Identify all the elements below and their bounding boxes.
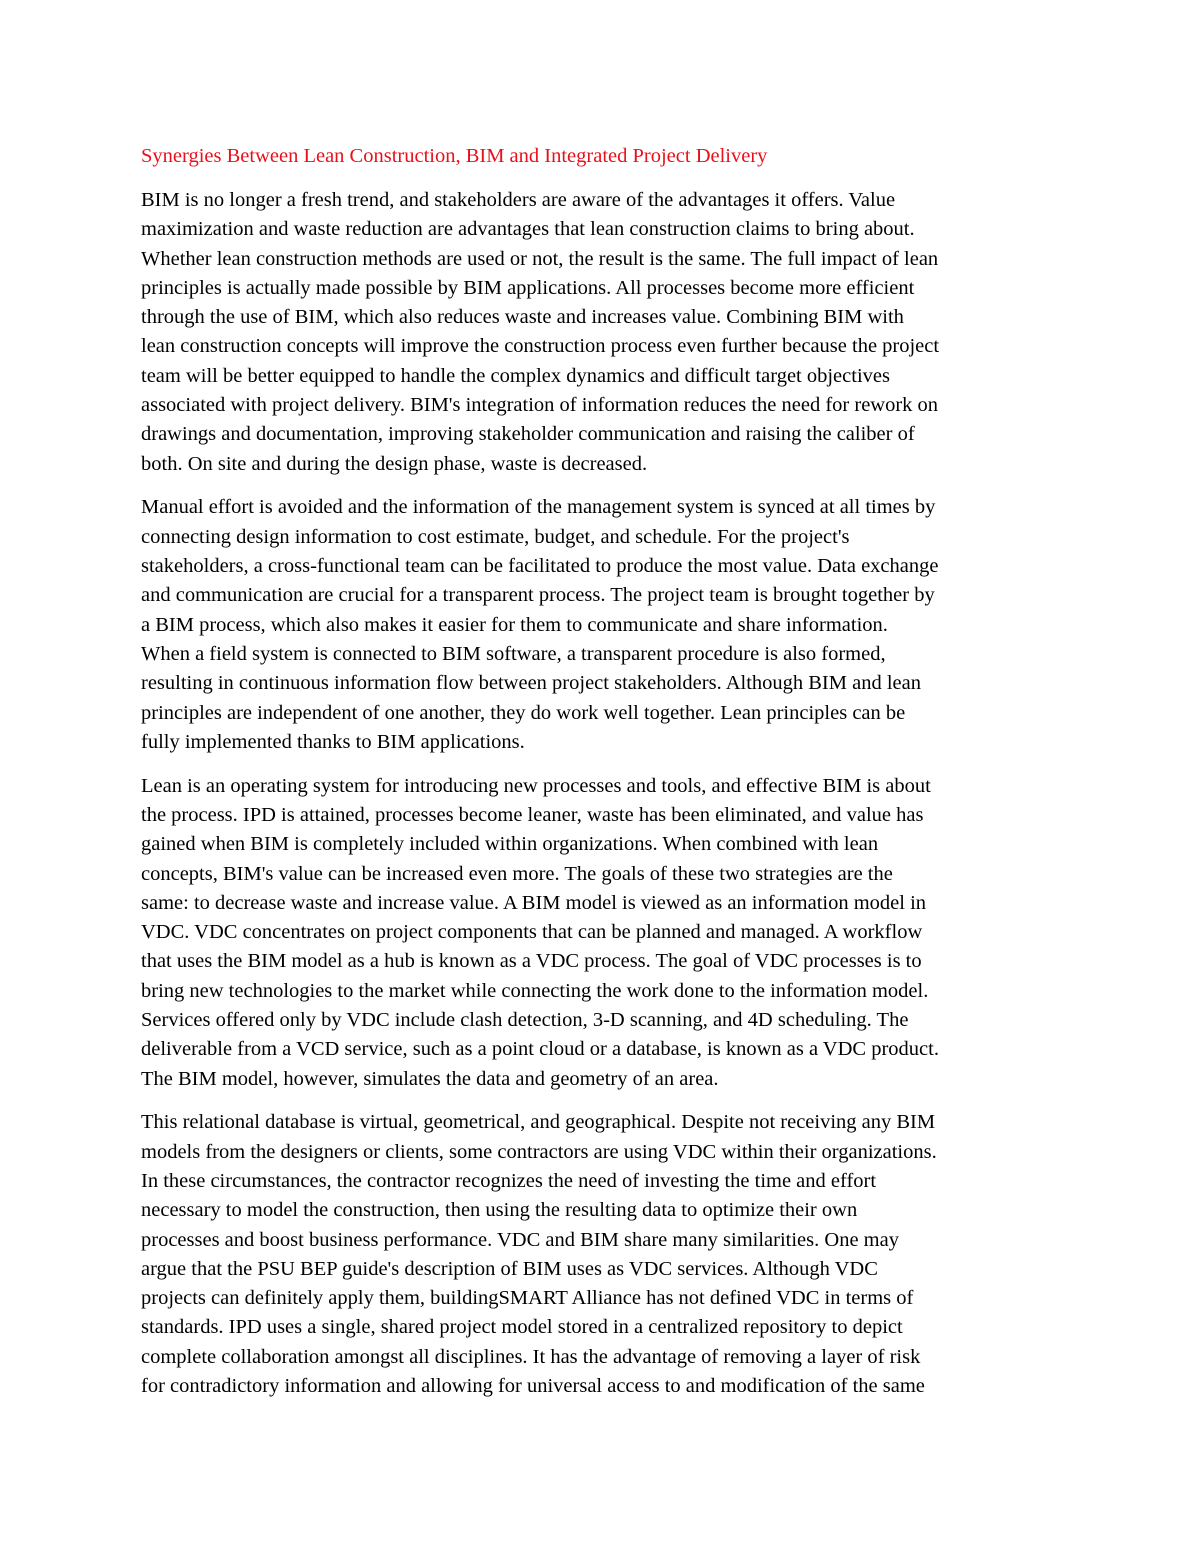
paragraph-line: maximization and waste reduction are advantages that lean construction claims to bring about. bbox=[141, 218, 915, 241]
paragraph-line: Lean is an operating system for introducing new processes and tools, and effective BIM is about bbox=[141, 774, 931, 797]
paragraph-line: team will be better equipped to handle the complex dynamics and difficult target objectives bbox=[141, 364, 890, 387]
paragraph-line: connecting design information to cost estimate, budget, and schedule. For the project's bbox=[141, 525, 850, 548]
paragraph-line: deliverable from a VCD service, such as a point cloud or a database, is known as a VDC product. bbox=[141, 1038, 939, 1061]
paragraph-line: stakeholders, a cross-functional team can be facilitated to produce the most value. Data exchange bbox=[141, 555, 939, 578]
body-paragraph bbox=[141, 493, 1066, 757]
paragraph-line: through the use of BIM, which also reduces waste and increases value. Combining BIM with bbox=[141, 306, 904, 329]
paragraph-line: principles are independent of one another, they do work well together. Lean principles can be bbox=[141, 701, 906, 724]
body-paragraph bbox=[141, 772, 1066, 1094]
paragraph-line: models from the designers or clients, some contractors are using VDC within their organizations. bbox=[141, 1140, 937, 1163]
paragraph-line: for contradictory information and allowing for universal access to and modification of the same bbox=[141, 1375, 925, 1398]
paragraph-line: VDC. VDC concentrates on project components that can be planned and managed. A workflow bbox=[141, 921, 923, 944]
paragraph-line: This relational database is virtual, geometrical, and geographical. Despite not receiving any BIM bbox=[141, 1111, 936, 1134]
paragraph-line: argue that the PSU BEP guide's description of BIM uses as VDC services. Although VDC bbox=[141, 1257, 878, 1280]
paragraph-line: Whether lean construction methods are used or not, the result is the same. The full impact of lean bbox=[141, 247, 939, 270]
paragraph-line: Manual effort is avoided and the information of the management system is synced at all times by bbox=[141, 496, 936, 519]
paragraph-line: bring new technologies to the market while connecting the work done to the information model. bbox=[141, 979, 929, 1002]
paragraph-line: projects can definitely apply them, buildingSMART Alliance has not defined VDC in terms of bbox=[141, 1287, 914, 1310]
paragraph-line: The BIM model, however, simulates the data and geometry of an area. bbox=[141, 1067, 719, 1090]
paragraph-line: BIM is no longer a fresh trend, and stakeholders are aware of the advantages it offers. Value bbox=[141, 189, 896, 211]
paragraph-line: both. On site and during the design phase, waste is decreased. bbox=[141, 452, 648, 475]
paragraph-line: resulting in continuous information flow between project stakeholders. Although BIM and lean bbox=[141, 672, 921, 695]
paragraph-line: associated with project delivery. BIM's integration of information reduces the need for rework on bbox=[141, 394, 939, 417]
paragraph-line: When a field system is connected to BIM software, a transparent procedure is also formed, bbox=[141, 642, 886, 665]
paragraph-line: In these circumstances, the contractor recognizes the need of investing the time and effort bbox=[141, 1170, 877, 1192]
paragraph-line: fully implemented thanks to BIM applications. bbox=[141, 730, 525, 753]
paragraph-line: lean construction concepts will improve the construction process even further because the project bbox=[141, 335, 940, 358]
body-paragraph bbox=[141, 1108, 1066, 1401]
paragraph-line: necessary to model the construction, then using the resulting data to optimize their own bbox=[141, 1199, 858, 1222]
document-page bbox=[141, 138, 1066, 1416]
paragraph-line: drawings and documentation, improving stakeholder communication and raising the caliber of bbox=[141, 423, 915, 446]
paragraph-line: a BIM process, which also makes it easier for them to communicate and share information. bbox=[141, 613, 888, 636]
body-paragraph bbox=[141, 186, 1066, 479]
paragraph-line: Services offered only by VDC include clash detection, 3-D scanning, and 4D scheduling. The bbox=[141, 1009, 909, 1032]
paragraph-line: the process. IPD is attained, processes become leaner, waste has been eliminated, and value has bbox=[141, 803, 924, 826]
paragraph-line: gained when BIM is completely included within organizations. When combined with lean bbox=[141, 833, 879, 856]
paragraph-line: processes and boost business performance. VDC and BIM share many similarities. One may bbox=[141, 1228, 899, 1251]
paragraph-line: principles is actually made possible by BIM applications. All processes become more efficient bbox=[141, 276, 915, 299]
paragraph-line: that uses the BIM model as a hub is known as a VDC process. The goal of VDC processes is to bbox=[141, 950, 922, 973]
paragraph-line: standards. IPD uses a single, shared project model stored in a centralized repository to depict bbox=[141, 1316, 903, 1339]
document-title: Synergies Between Lean Construction, BIM and Integrated Project Delivery bbox=[141, 145, 768, 167]
paragraph-line: and communication are crucial for a transparent process. The project team is brought together by bbox=[141, 584, 935, 607]
paragraph-line: complete collaboration amongst all disciplines. It has the advantage of removing a layer of risk bbox=[141, 1345, 921, 1368]
paragraph-line: concepts, BIM's value can be increased even more. The goals of these two strategies are the bbox=[141, 862, 893, 885]
document-body bbox=[141, 186, 1066, 1401]
paragraph-line: same: to decrease waste and increase value. A BIM model is viewed as an information model in bbox=[141, 891, 927, 914]
